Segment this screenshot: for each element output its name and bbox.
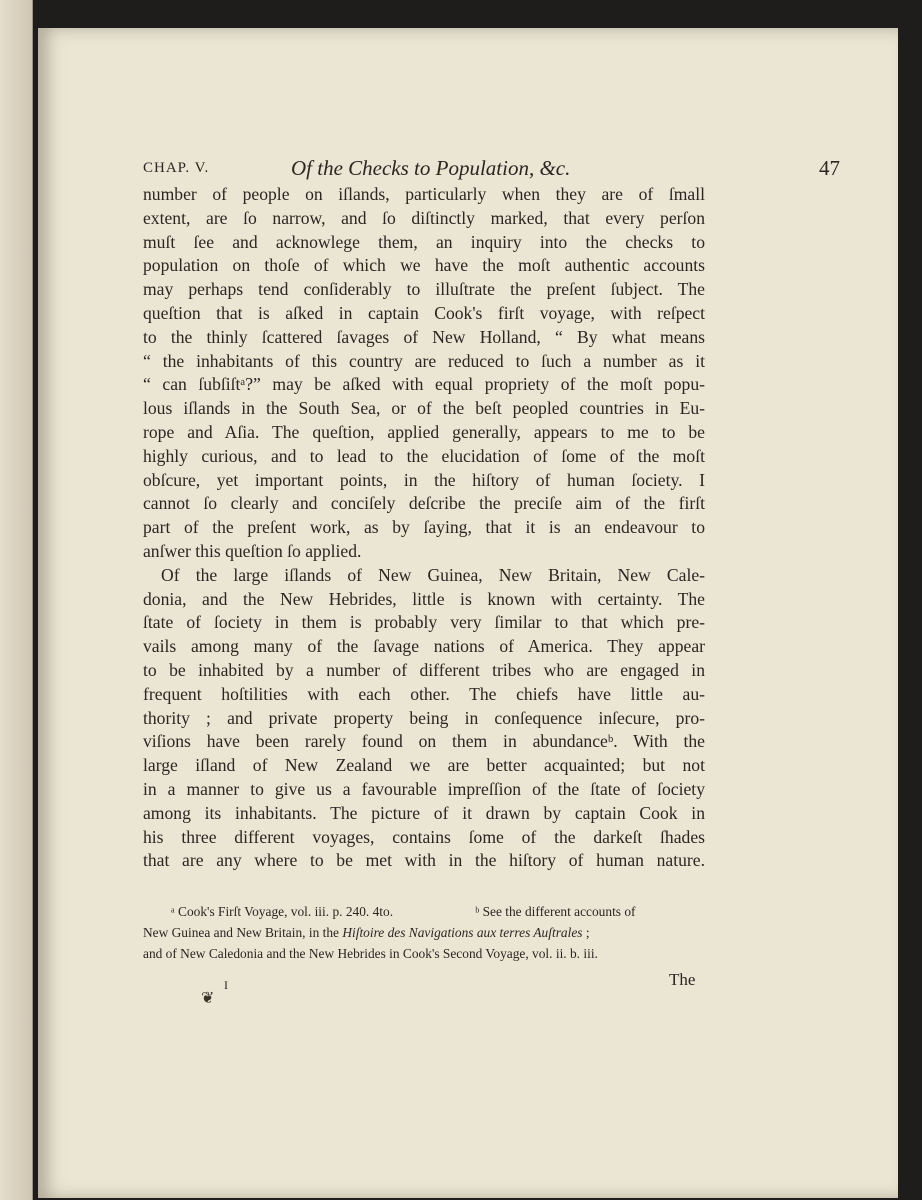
- text-line: extent, are ſo narrow, and ſo diſtinctly marked, that every perſon: [143, 207, 705, 228]
- text-line: to be inhabited by a number of different tribes who are engaged in: [143, 659, 705, 680]
- footnote-line: and of New Caledonia and the New Hebrides in Cook's Second Voyage, vol. ii. b. iii.: [143, 946, 598, 961]
- footnotes: [143, 901, 705, 964]
- text-line: to the thinly ſcattered ſavages of New Holland, “ By what means: [143, 326, 705, 347]
- text-line: viſions have been rarely found on them in abundanceᵇ. With the: [143, 731, 705, 752]
- text-line: part of the preſent work, as by ſaying, that it is an endeavour to: [143, 517, 705, 538]
- text-line: vails among many of the ſavage nations of America. They appear: [143, 636, 705, 657]
- text-line: that are any where to be met with in the hiſtory of human nature.: [143, 850, 705, 871]
- text-line: population on thoſe of which we have the moſt authentic accounts: [143, 255, 705, 276]
- page-number: 47: [819, 156, 840, 180]
- text-line: his three different voyages, contains ſome of the darkeſt ſhades: [143, 826, 705, 847]
- chapter-label: CHAP. V.: [143, 160, 210, 176]
- signature-mark: I: [224, 978, 228, 992]
- paragraph-start-line: Of the large iſlands of New Guinea, New Britain, New Cale-: [161, 564, 705, 585]
- text-line: rope and Aſia. The queſtion, applied generally, appears to me to be: [143, 421, 705, 442]
- book-page: [38, 28, 898, 1198]
- text-line: “ can ſubſiſtᵃ?” may be aſked with equal propriety of the moſt popu-: [143, 374, 705, 395]
- text-line: muſt ſee and acknowlege them, an inquiry into the checks to: [143, 231, 705, 252]
- text-line: in a manner to give us a favourable impreſſion of the ſtate of ſociety: [143, 778, 705, 799]
- text-line: cannot ſo clearly and conciſely deſcribe the preciſe aim of the firſt: [143, 493, 705, 514]
- text-line: thority ; and private property being in conſequence inſecure, pro-: [143, 707, 705, 728]
- text-line: large iſland of New Zealand we are better acquainted; but not: [143, 755, 705, 776]
- footnote-line: New Guinea and New Britain, in the Hiſtoire des Navigations aux terres Auſtrales ;: [143, 925, 590, 940]
- text-line: “ the inhabitants of this country are reduced to ſuch a number as it: [143, 350, 705, 371]
- text-line: among its inhabitants. The picture of it drawn by captain Cook in: [143, 802, 705, 823]
- footnote-b: ᵇ See the different accounts of: [475, 904, 636, 919]
- italic-title: Hiſtoire des Navigations aux terres Auſtrales: [342, 925, 583, 940]
- footnote-line: [143, 901, 705, 922]
- text-line: obſcure, yet important points, in the hiſtory of human ſociety. I: [143, 469, 705, 490]
- text-line: donia, and the New Hebrides, little is known with certainty. The: [143, 588, 705, 609]
- text-line: queſtion that is aſked in captain Cook's firſt voyage, with reſpect: [143, 302, 705, 323]
- body-text: [143, 183, 705, 873]
- footnote-a: ᵃ Cook's Firſt Voyage, vol. iii. p. 240. 4to.: [171, 904, 394, 919]
- text-line: may perhaps tend conſiderably to illuſtrate the preſent ſubject. The: [143, 279, 705, 300]
- text-line: frequent hoſtilities with each other. The chiefs have little au-: [143, 683, 705, 704]
- text-line: number of people on iſlands, particularly when they are of ſmall: [143, 184, 705, 204]
- catchword: The: [669, 970, 696, 989]
- text-line: ſtate of ſociety in them is probably very ſimilar to that which pre-: [143, 612, 705, 633]
- text-line: anſwer this queſtion ſo applied.: [143, 540, 362, 561]
- text-line: lous iſlands in the South Sea, or of the beſt peopled countries in Eu-: [143, 398, 705, 419]
- printer-mark-icon: ❦: [201, 990, 215, 1007]
- text-line: highly curious, and to lead to the elucidation of ſome of the moſt: [143, 445, 705, 466]
- facing-page-edge: [0, 0, 33, 1200]
- running-title: Of the Checks to Population, &c.: [291, 156, 571, 180]
